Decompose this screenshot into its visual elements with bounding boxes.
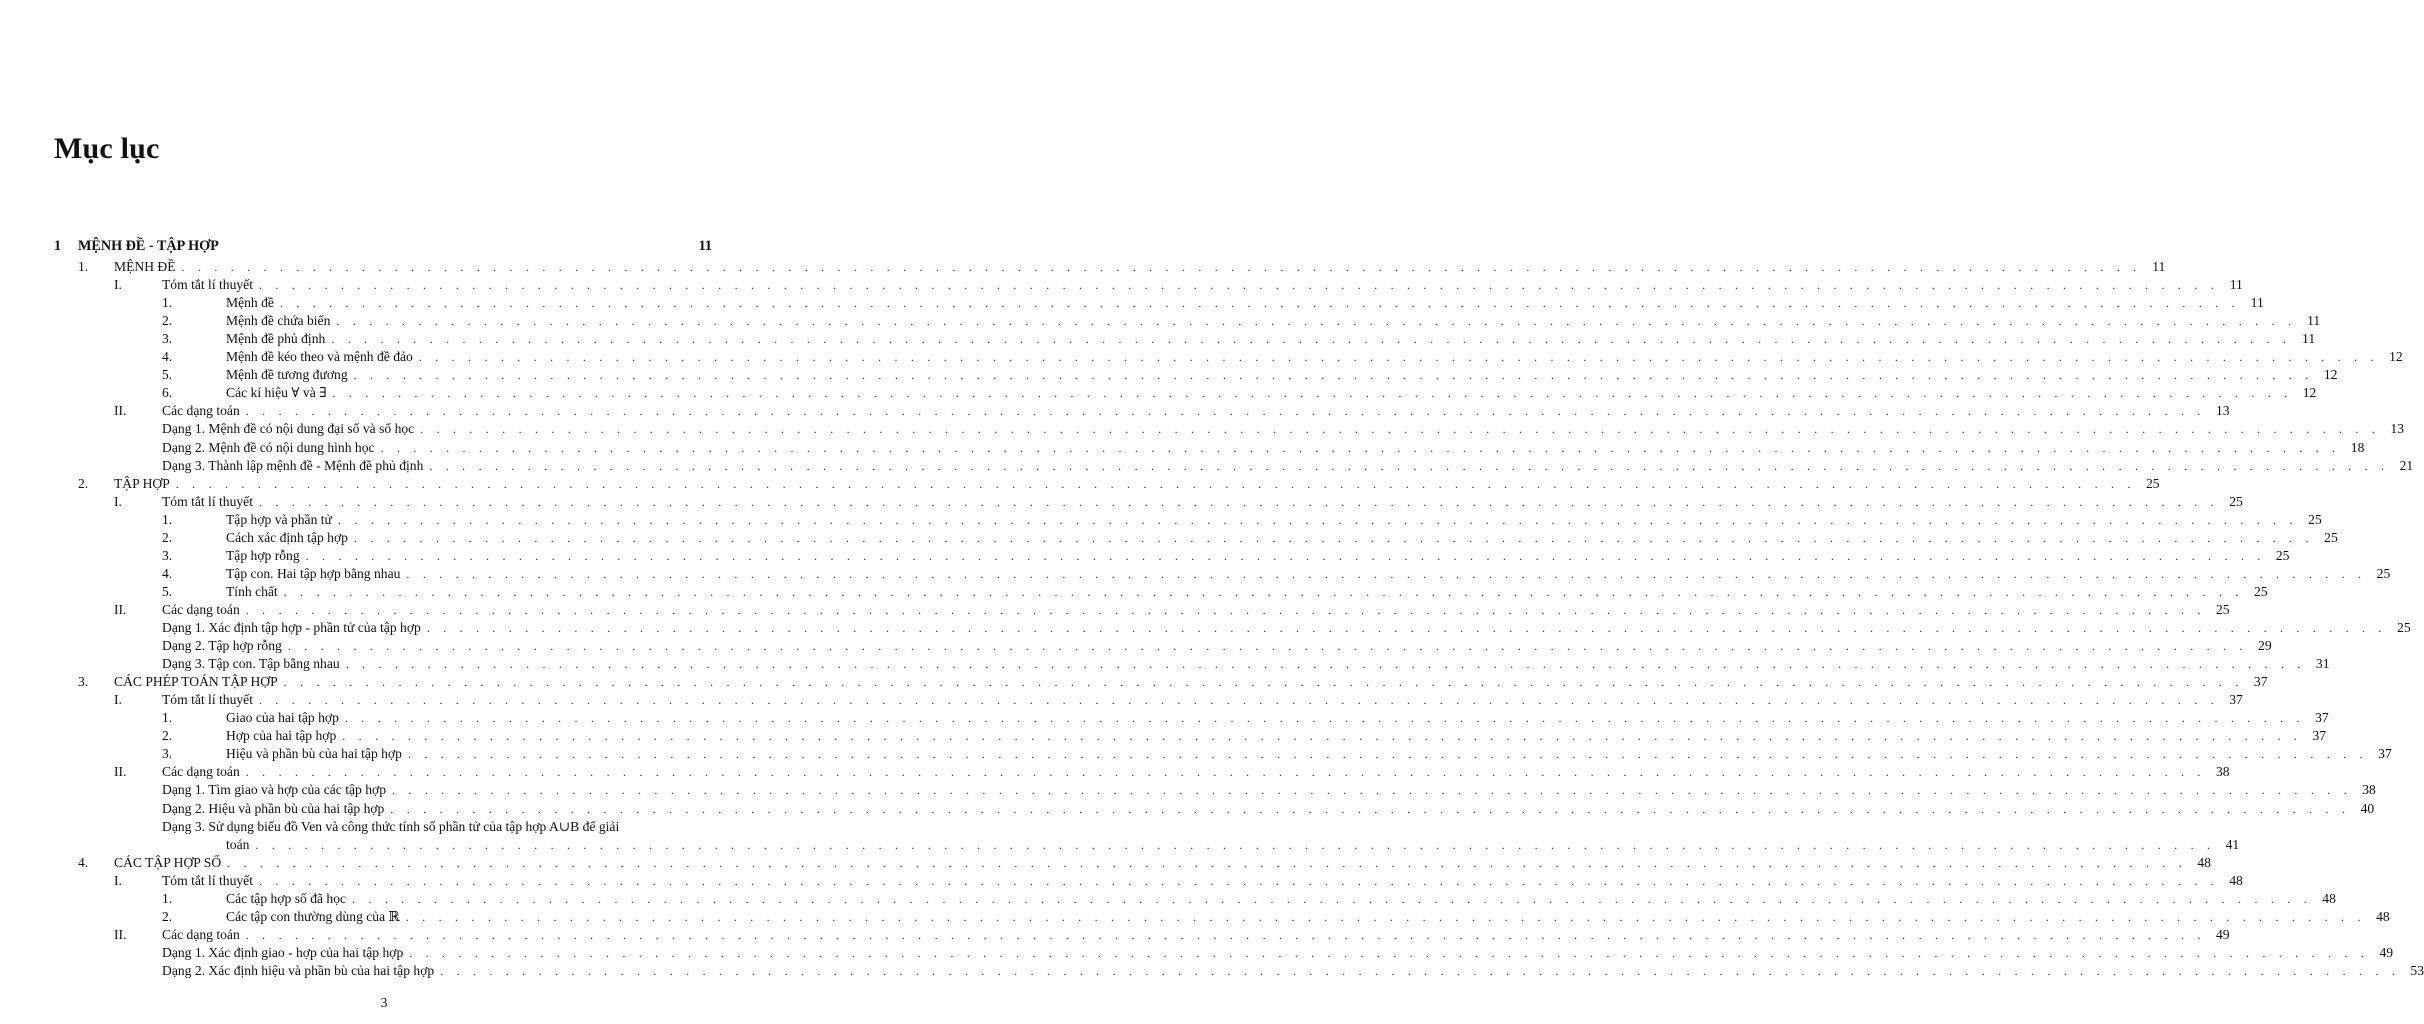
- toc-entry-number: 3.: [162, 746, 173, 762]
- toc-entry[interactable]: [0, 872, 2243, 890]
- toc-entry[interactable]: [0, 565, 2391, 583]
- toc-entry-title: Dạng 2. Tập hợp rỗng: [162, 638, 282, 654]
- toc-entry-title: Tóm tắt lí thuyết: [162, 277, 253, 293]
- toc-entry-title: Tính chất: [226, 583, 278, 599]
- toc-leader-dots: . . . . . . . . . . . . . . . . . . . . . . . . . . . . . . . . . . . . . . . . . . . . . . . . . . . . . . . . . . . . . . . . . . . . . . . . . . . . . . . . . . . . . . . . . . . . . . . . . . . . . . . . . . . . . . . . . . . . . . . .: [426, 621, 2387, 635]
- toc-entry-title: Mệnh đề chứa biến: [226, 313, 331, 329]
- toc-entry-title: Các dạng toán: [162, 926, 240, 942]
- toc-leader-dots: . . . . . . . . . . . . . . . . . . . . . . . . . . . . . . . . . . . . . . . . . . . . . . . . . . . . . . . . . . . . . . . . . . . . . . . . . . . . . . . . . . . . . . . . . . . . . . . . . . . . . . . . . . . . . . . . . . . . . . . .: [181, 260, 2142, 274]
- toc-entry-title: toán: [226, 836, 250, 852]
- toc-entry-page: 12: [2323, 367, 2338, 383]
- toc-entry[interactable]: [0, 493, 2243, 511]
- toc-leader-dots: . . . . . . . . . . . . . . . . . . . . . . . . . . . . . . . . . . . . . . . . . . . . . . . . . . . . . . . . . . . . . . . . . . . . . . . . . . . . . . . . . . . . . . . . . . . . . . . . . . . . . . . . . . . . . . . . . . . . . . . .: [342, 729, 2303, 744]
- toc-leader-dots: . . . . . . . . . . . . . . . . . . . . . . . . . . . . . . . . . . . . . . . . . . . . . . . . . . . . . . . . . . . . . . . . . . . . . . . . . . . . . . . . . . . . . . . . . . . . . . . . . . . . . . . . . . . . . . . . . . . . . . . .: [259, 494, 2219, 509]
- toc-entry-title: Dạng 3. Tập con. Tập bằng nhau: [162, 656, 340, 672]
- toc-entry-number: I.: [114, 277, 122, 293]
- toc-leader-dots: . . . . . . . . . . . . . . . . . . . . . . . . . . . . . . . . . . . . . . . . . . . . . . . . . . . . . . . . . . . . . . . . . . . . . . . . . . . . . . . . . . . . . . . . . . . . . . . . . . . . . . . . . . . . . . . . . . . . . . . .: [283, 675, 2244, 690]
- toc-entry-title: Tóm tắt lí thuyết: [162, 872, 253, 888]
- toc-entry-page: 38: [2362, 782, 2376, 798]
- toc-entry-number: 2.: [162, 908, 173, 924]
- page-number: 3: [380, 995, 388, 1010]
- toc-entry[interactable]: [0, 583, 2268, 601]
- toc-entry-page: 11: [2302, 331, 2316, 347]
- toc-entry-number: 3.: [162, 331, 173, 347]
- toc-leader-dots: . . . . . . . . . . . . . . . . . . . . . . . . . . . . . . . . . . . . . . . . . . . . . . . . . . . . . . . . . . . . . . . . . . . . . . . . . . . . . . . . . . . . . . . . . . . . . . . . . . . . . . . . . . . . . . . . . . . . . . . .: [227, 855, 2187, 870]
- toc-entry-page: 37: [2312, 728, 2327, 744]
- toc-entry-number: II.: [114, 926, 127, 942]
- toc-entry-page: 29: [2258, 638, 2272, 654]
- toc-leader-dots: . . . . . . . . . . . . . . . . . . . . . . . . . . . . . . . . . . . . . . . . . . . . . . . . . . . . . . . . . . . . . . . . . . . . . . . . . . . . . . . . . . . . . . . . . . . . . . . . . . . . . . . . . . . . . . . . . . . . . . . .: [418, 350, 2379, 365]
- toc-entry-number: I.: [114, 692, 122, 708]
- toc-entry[interactable]: [0, 511, 2322, 529]
- toc-entry-number: 2.: [162, 313, 173, 329]
- toc-entry-title: Tập hợp và phần tử: [226, 511, 332, 527]
- toc-entry-title: Hợp của hai tập hợp: [226, 728, 337, 744]
- toc-entry[interactable]: [0, 312, 2321, 330]
- toc-entry-number: 1.: [162, 295, 173, 311]
- toc-entry-title: MỆNH ĐỀ: [114, 259, 176, 274]
- toc-entry-number: 4.: [162, 349, 173, 365]
- toc-entry[interactable]: [0, 854, 2211, 872]
- toc-leader-dots: . . . . . . . . . . . . . . . . . . . . . . . . . . . . . . . . . . . . . . . . . . . . . . . . . . . . . . . . . . . . . . . . . . . . . . . . . . . . . . . . . . . . . . . . . . . . . . . . . . . . . . . . . . . . . . . . . . . . . . . .: [245, 602, 2206, 617]
- toc-entry[interactable]: [0, 366, 2338, 384]
- toc-leader-dots: . . . . . . . . . . . . . . . . . . . . . . . . . . . . . . . . . . . . . . . . . . . . . . . . . . . . . . . . . . . . . . . . . . . . . . . . . . . . . . . . . . . . . . . . . . . . . . . . . . . . . . . . . . . . . . . . . . . . . . . .: [332, 386, 2293, 401]
- toc-entry-page: 25: [2397, 620, 2411, 635]
- toc-entry-page: 40: [2360, 800, 2375, 816]
- toc-leader-dots: . . . . . . . . . . . . . . . . . . . . . . . . . . . . . . . . . . . . . . . . . . . . . . . . . . . . . . . . . . . . . . . . . . . . . . . . . . . . . . . . . . . . . . . . . . . . . . . . . . . . . . . . . . . . . . . . . . . . . . . .: [259, 278, 2219, 293]
- toc-entry[interactable]: [0, 727, 2327, 745]
- toc-entry-page: 49: [2215, 926, 2230, 942]
- toc-chapter[interactable]: [0, 237, 768, 255]
- toc-leader-dots: . . . . . . . . . . . . . . . . . . . . . . . . . . . . . . . . . . . . . . . . . . . . . . . . . . . . . . . . . . . . . . . . . . . . . . . . . . . . . . . . . . . . . . . . . . . . . . . . . . . . . . . . . . . . . . . . . . . . . . . .: [406, 566, 2367, 581]
- toc-entry-title: MỆNH ĐỀ - TẬP HỢP: [78, 238, 219, 254]
- toc-entry-number: 1.: [162, 710, 173, 726]
- toc-entry-title: Tập hợp rỗng: [226, 547, 300, 563]
- toc-entry[interactable]: [0, 781, 2376, 799]
- toc-entry-page: 48: [2322, 890, 2336, 906]
- toc-entry-page: 25: [2376, 565, 2391, 581]
- toc-entry-page: 25: [2324, 529, 2338, 545]
- toc-entry-number: I.: [114, 493, 122, 509]
- toc-entry-title: Dạng 1. Xác định giao - hợp của hai tập hợp: [162, 944, 404, 960]
- toc-leader-dots: . . . . . . . . . . . . . . . . . . . . . . . . . . . . . . . . . . . . . . . . . . . . . . . . . . . . . . . . . . . . . . . . . . . . . . . . . . . . . . . . . . . . . . . . . . . . . . . . . . . . . . . . . . . . . . . . . . . . . . . .: [259, 873, 2219, 888]
- toc-entry[interactable]: [0, 655, 2330, 673]
- toc-entry-number: II.: [114, 764, 127, 780]
- toc-leader-dots: . . . . . . . . . . . . . . . . . . . . . . . . . . . . . . . . . . . . . . . . . . . . . . . . . . . . . . . . . . . . . . . . . . . . . . . . . . . . . . . . . . . . . . . . . . . . . . . . . . . . . . . . . . . . . . . . . . . . . . . .: [405, 909, 2366, 924]
- toc-entry-title: Dạng 3. Thành lập mệnh đề - Mệnh đề phủ định: [162, 457, 424, 473]
- toc-entry[interactable]: [0, 276, 2243, 294]
- toc-entry-page: 37: [2378, 746, 2392, 762]
- toc-entry[interactable]: [0, 926, 2230, 944]
- toc-entry[interactable]: [0, 457, 2414, 475]
- toc-entry-page: 38: [2215, 764, 2230, 780]
- toc-entry-page: 11: [2307, 313, 2321, 329]
- toc-entry-number: II.: [114, 403, 127, 419]
- toc-leader-dots: . . . . . . . . . . . . . . . . . . . . . . . . . . . . . . . . . . . . . . . . . . . . . . . . . . . . . . . . . . . . . . . . . . . . . . . . . . . . . . . . . . . . . . . . . . . . . . . . . . . . . . . . . . . . . . . . . . . . . . . .: [407, 747, 2368, 762]
- toc-entry-page: 41: [2225, 836, 2240, 852]
- toc-entry[interactable]: [0, 745, 2392, 763]
- toc-entry[interactable]: [0, 402, 2230, 420]
- toc-entry-number: II.: [114, 601, 127, 617]
- toc-leader-dots: . . . . . . . . . . . . . . . . . . . . . . . . . . . . . . . . . . . . . . . . . . . . . . . . . . . . . . . . . . . . . . . . . . . . . . . . . . . . . . . . . . . . . . . . . . . . . . . . . . . . . . . . . . . . . . . . . . . . . . . .: [420, 422, 2381, 437]
- toc-entry[interactable]: [0, 890, 2336, 908]
- toc-entry-title: Giao của hai tập hợp: [226, 710, 339, 726]
- toc-leader-dots: . . . . . . . . . . . . . . . . . . . . . . . . . . . . . . . . . . . . . . . . . . . . . . . . . . . . . . . . . . . . . . . . . . . . . . . . . . . . . . . . . . . . . . . . . . . . . . . . . . . . . . . . . . . . . . . . . . . . . . . .: [345, 657, 2306, 672]
- toc-entry-title: CÁC TẬP HỢP SỐ: [114, 854, 222, 870]
- toc-leader-dots: . . . . . . . . . . . . . . . . . . . . . . . . . . . . . . . . . . . . . . . . . . . . . . . . . . . . . . . . . . . . . . . . . . . . . . . . . . . . . . . . . . . . . . . . . . . . . . . . . . . . . . . . . . . . . . . . . . . . . . . .: [279, 296, 2240, 311]
- toc-entry-page: 11: [2152, 259, 2166, 274]
- toc-entry-title: Dạng 2. Xác định hiệu và phần bù của hai tập hợp: [162, 962, 435, 978]
- toc-entry-page: 13: [2390, 421, 2405, 437]
- toc-leader-dots: . . . . . . . . . . . . . . . . . . . . . . . . . . . . . . . . . . . . . . . . . . . . . . . . . . . . . . . . . . . . . . . . . . . . . . . . . . . . . . . . . . . . . . . . . . . . . . . . . . . . . . . . . . . . . . . . . . . . . . . .: [353, 530, 2314, 545]
- toc-entry-number: 2.: [162, 728, 173, 744]
- toc-entry[interactable]: [0, 439, 2365, 457]
- toc-entry-title: Các kí hiệu ∀ và ∃: [226, 385, 327, 401]
- toc-entry-number: I.: [114, 872, 122, 888]
- toc-entry[interactable]: [0, 818, 768, 836]
- toc-entry-number: 3.: [78, 674, 89, 690]
- toc-leader-dots: . . . . . . . . . . . . . . . . . . . . . . . . . . . . . . . . . . . . . . . . . . . . . . . . . . . . . . . . . . . . . . . . . . . . . . . . . . . . . . . . . . . . . . . . . . . . . . . . . . . . . . . . . . . . . . . . . . . . . . . .: [392, 783, 2352, 798]
- toc-entry-page: 25: [2253, 583, 2268, 599]
- toc-leader-dots: . . . . . . . . . . . . . . . . . . . . . . . . . . . . . . . . . . . . . . . . . . . . . . . . . . . . . . . . . . . . . . . . . . . . . . . . . . . . . . . . . . . . . . . . . . . . . . . . . . . . . . . . . . . . . . . . . . . . . . . .: [353, 368, 2314, 383]
- toc-entry-number: 1.: [162, 890, 173, 906]
- toc-entry[interactable]: [0, 944, 2394, 962]
- toc-entry[interactable]: [0, 348, 2403, 366]
- toc-entry-page: 18: [2350, 439, 2365, 455]
- toc-entry-number: 3.: [162, 547, 173, 563]
- toc-entry[interactable]: [0, 800, 2375, 818]
- page-title: Mục lục: [54, 132, 160, 165]
- toc-entry-page: 12: [2302, 385, 2317, 401]
- toc-entry-title: Các tập con thường dùng của ℝ: [226, 908, 400, 924]
- toc-entry-page: 48: [2197, 854, 2211, 870]
- toc-leader-dots: . . . . . . . . . . . . . . . . . . . . . . . . . . . . . . . . . . . . . . . . . . . . . . . . . . . . . . . . . . . . . . . . . . . . . . . . . . . . . . . . . . . . . . . . . . . . . . . . . . . . . . . . . . . . . . . . . . . . . . . .: [337, 512, 2298, 527]
- toc-entry-title: Mệnh đề phủ định: [226, 331, 326, 347]
- toc-entry-page: 12: [2389, 349, 2403, 365]
- toc-entry-page: 11: [698, 238, 712, 254]
- toc-entry-page: 25: [2146, 475, 2160, 491]
- toc-entry-title: Mệnh đề: [226, 295, 274, 311]
- toc-leader-dots: . . . . . . . . . . . . . . . . . . . . . . . . . . . . . . . . . . . . . . . . . . . . . . . . . . . . . . . . . . . . . . . . . . . . . . . . . . . . . . . . . . . . . . . . . . . . . . . . . . . . . . . . . . . . . . . . . . . . . . . .: [245, 765, 2206, 780]
- toc-leader-dots: . . . . . . . . . . . . . . . . . . . . . . . . . . . . . . . . . . . . . . . . . . . . . . . . . . . . . . . . . . . . . . . . . . . . . . . . . . . . . . . . . . . . . . . . . . . . . . . . . . . . . . . . . . . . . . . . . . . . . . . .: [283, 584, 2244, 599]
- toc-entry[interactable]: [0, 763, 2230, 781]
- toc-entry[interactable]: [0, 691, 2243, 709]
- toc-entry-page: 37: [2315, 710, 2329, 726]
- toc-entry-title: Dạng 3. Sử dụng biểu đồ Ven và công thức tính số phần tử của tập hợp A∪B để giải: [162, 818, 620, 834]
- toc-entry[interactable]: [0, 475, 2160, 493]
- toc-entry-page: 48: [2229, 872, 2243, 888]
- toc-entry-page: 37: [2229, 692, 2243, 708]
- toc-leader-dots: . . . . . . . . . . . . . . . . . . . . . . . . . . . . . . . . . . . . . . . . . . . . . . . . . . . . . . . . . . . . . . . . . . . . . . . . . . . . . . . . . . . . . . . . . . . . . . . . . . . . . . . . . . . . . . . . . . . . . . . .: [380, 440, 2341, 455]
- toc-entry-title: Dạng 1. Tìm giao và hợp của các tập hợp: [162, 782, 387, 798]
- toc-entry-number: 4.: [78, 854, 89, 870]
- toc-entry-title: Dạng 1. Xác định tập hợp - phần tử của tập hợp: [162, 620, 421, 635]
- toc-entry-page: 37: [2253, 674, 2268, 690]
- toc-entry-page: 11: [2250, 295, 2264, 311]
- toc-entry-title: Tóm tắt lí thuyết: [162, 692, 253, 708]
- toc-entry-title: CÁC PHÉP TOÁN TẬP HỢP: [114, 674, 278, 690]
- toc-entry-title: TẬP HỢP: [114, 475, 170, 491]
- toc-leader-dots: . . . . . . . . . . . . . . . . . . . . . . . . . . . . . . . . . . . . . . . . . . . . . . . . . . . . . . . . . . . . . . . . . . . . . . . . . . . . . . . . . . . . . . . . . . . . . . . . . . . . . . . . . . . . . . . . . . . . . . . .: [245, 404, 2206, 419]
- toc-entry-page: 21: [2399, 457, 2414, 473]
- toc-entry[interactable]: [0, 619, 2411, 637]
- toc-entry-title: Tóm tắt lí thuyết: [162, 493, 253, 509]
- toc-entry-page: 13: [2215, 403, 2230, 419]
- toc-entry-page: 48: [2376, 908, 2390, 924]
- toc-entry-title: Mệnh đề kéo theo và mệnh đề đảo: [226, 349, 413, 365]
- toc-entry-number: 5.: [162, 583, 173, 599]
- toc-entry[interactable]: [0, 529, 2338, 547]
- toc-entry-page: 49: [2379, 944, 2394, 960]
- toc-entry-title: Dạng 1. Mệnh đề có nội dung đại số và số học: [162, 421, 415, 437]
- toc-leader-dots: . . . . . . . . . . . . . . . . . . . . . . . . . . . . . . . . . . . . . . . . . . . . . . . . . . . . . . . . . . . . . . . . . . . . . . . . . . . . . . . . . . . . . . . . . . . . . . . . . . . . . . . . . . . . . . . . . . . . . . . .: [352, 891, 2312, 906]
- toc-leader-dots: . . . . . . . . . . . . . . . . . . . . . . . . . . . . . . . . . . . . . . . . . . . . . . . . . . . . . . . . . . . . . . . . . . . . . . . . . . . . . . . . . . . . . . . . . . . . . . . . . . . . . . . . . . . . . . . . . . . . . . . .: [255, 837, 2216, 852]
- toc-leader-dots: . . . . . . . . . . . . . . . . . . . . . . . . . . . . . . . . . . . . . . . . . . . . . . . . . . . . . . . . . . . . . . . . . . . . . . . . . . . . . . . . . . . . . . . . . . . . . . . . . . . . . . . . . . . . . . . . . . . . . . . .: [429, 458, 2390, 473]
- toc-leader-dots: . . . . . . . . . . . . . . . . . . . . . . . . . . . . . . . . . . . . . . . . . . . . . . . . . . . . . . . . . . . . . . . . . . . . . . . . . . . . . . . . . . . . . . . . . . . . . . . . . . . . . . . . . . . . . . . . . . . . . . . .: [175, 476, 2136, 491]
- toc-entry[interactable]: [0, 384, 2317, 402]
- toc-entry-number: 1.: [162, 511, 173, 527]
- toc-entry-title: Các dạng toán: [162, 601, 240, 617]
- toc-entry-page: 31: [2315, 656, 2330, 672]
- toc-leader-dots: . . . . . . . . . . . . . . . . . . . . . . . . . . . . . . . . . . . . . . . . . . . . . . . . . . . . . . . . . . . . . . . . . . . . . . . . . . . . . . . . . . . . . . . . . . . . . . . . . . . . . . . . . . . . . . . . . . . . . . . .: [336, 314, 2297, 329]
- toc-entry-title: Tập con. Hai tập hợp bằng nhau: [226, 565, 401, 581]
- toc-leader-dots: . . . . . . . . . . . . . . . . . . . . . . . . . . . . . . . . . . . . . . . . . . . . . . . . . . . . . . . . . . . . . . . . . . . . . . . . . . . . . . . . . . . . . . . . . . . . . . . . . . . . . . . . . . . . . . . . . . . . . . . .: [390, 801, 2351, 816]
- toc-entry[interactable]: [0, 637, 2272, 655]
- toc-entry-title: Cách xác định tập hợp: [226, 529, 348, 545]
- toc-entry-number: 5.: [162, 367, 173, 383]
- toc-leader-dots: . . . . . . . . . . . . . . . . . . . . . . . . . . . . . . . . . . . . . . . . . . . . . . . . . . . . . . . . . . . . . . . . . . . . . . . . . . . . . . . . . . . . . . . . . . . . . . . . . . . . . . . . . . . . . . . . . . . . . . . .: [259, 693, 2219, 708]
- toc-leader-dots: . . . . . . . . . . . . . . . . . . . . . . . . . . . . . . . . . . . . . . . . . . . . . . . . . . . . . . . . . . . . . . . . . . . . . . . . . . . . . . . . . . . . . . . . . . . . . . . . . . . . . . . . . . . . . . . . . . . . . . . .: [287, 639, 2248, 654]
- toc-entry[interactable]: [0, 258, 2166, 276]
- toc-entry-title: Hiệu và phần bù của hai tập hợp: [226, 746, 402, 762]
- toc-entry-number: 6.: [162, 385, 173, 401]
- toc-entry[interactable]: [0, 962, 2424, 980]
- toc-entry-title: Dạng 2. Mệnh đề có nội dung hình học: [162, 439, 375, 455]
- toc-leader-dots: . . . . . . . . . . . . . . . . . . . . . . . . . . . . . . . . . . . . . . . . . . . . . . . . . . . . . . . . . . . . . . . . . . . . . . . . . . . . . . . . . . . . . . . . . . . . . . . . . . . . . . . . . . . . . . . . . . . . . . . .: [245, 927, 2206, 942]
- toc-entry-number: 2.: [78, 475, 89, 491]
- toc-entry[interactable]: [0, 420, 2405, 438]
- toc-entry-page: 11: [2229, 277, 2243, 293]
- toc-entry-page: 25: [2275, 547, 2290, 563]
- toc-entry[interactable]: [0, 547, 2290, 565]
- toc-entry-number: 1: [54, 238, 62, 254]
- toc-leader-dots: . . . . . . . . . . . . . . . . . . . . . . . . . . . . . . . . . . . . . . . . . . . . . . . . . . . . . . . . . . . . . . . . . . . . . . . . . . . . . . . . . . . . . . . . . . . . . . . . . . . . . . . . . . . . . . . . . . . . . . . .: [344, 711, 2305, 726]
- toc-entry-title: Các tập hợp số đã học: [226, 890, 347, 906]
- toc-leader-dots: . . . . . . . . . . . . . . . . . . . . . . . . . . . . . . . . . . . . . . . . . . . . . . . . . . . . . . . . . . . . . . . . . . . . . . . . . . . . . . . . . . . . . . . . . . . . . . . . . . . . . . . . . . . . . . . . . . . . . . . .: [409, 945, 2370, 960]
- toc-leader-dots: . . . . . . . . . . . . . . . . . . . . . . . . . . . . . . . . . . . . . . . . . . . . . . . . . . . . . . . . . . . . . . . . . . . . . . . . . . . . . . . . . . . . . . . . . . . . . . . . . . . . . . . . . . . . . . . . . . . . . . . .: [440, 963, 2400, 978]
- toc-entry-page: 25: [2229, 493, 2243, 509]
- toc-entry[interactable]: [0, 836, 2240, 854]
- toc-entry-title: Các dạng toán: [162, 403, 240, 419]
- toc-entry[interactable]: [0, 673, 2268, 691]
- toc-leader-dots: . . . . . . . . . . . . . . . . . . . . . . . . . . . . . . . . . . . . . . . . . . . . . . . . . . . . . . . . . . . . . . . . . . . . . . . . . . . . . . . . . . . . . . . . . . . . . . . . . . . . . . . . . . . . . . . . . . . . . . . .: [305, 548, 2266, 563]
- toc-entry-page: 53: [2410, 962, 2424, 978]
- toc-entry-title: Các dạng toán: [162, 764, 240, 780]
- toc-leader-dots: . . . . . . . . . . . . . . . . . . . . . . . . . . . . . . . . . . . . . . . . . . . . . . . . . . . . . . . . . . . . . . . . . . . . . . . . . . . . . . . . . . . . . . . . . . . . . . . . . . . . . . . . . . . . . . . . . . . . . . . .: [331, 332, 2292, 347]
- toc-entry-page: 25: [2308, 511, 2322, 527]
- toc-entry[interactable]: [0, 294, 2264, 312]
- toc-entry[interactable]: [0, 601, 2230, 619]
- toc-entry-title: Mệnh đề tương đương: [226, 367, 348, 383]
- toc-entry[interactable]: [0, 330, 2316, 348]
- toc-entry-page: 25: [2215, 601, 2230, 617]
- toc-entry[interactable]: [0, 709, 2329, 727]
- toc-entry-number: 1.: [78, 259, 89, 274]
- toc-entry-title: Dạng 2. Hiệu và phần bù của hai tập hợp: [162, 800, 385, 816]
- toc-entry[interactable]: [0, 908, 2390, 926]
- toc-entry-number: 2.: [162, 529, 173, 545]
- toc-entry-number: 4.: [162, 565, 173, 581]
